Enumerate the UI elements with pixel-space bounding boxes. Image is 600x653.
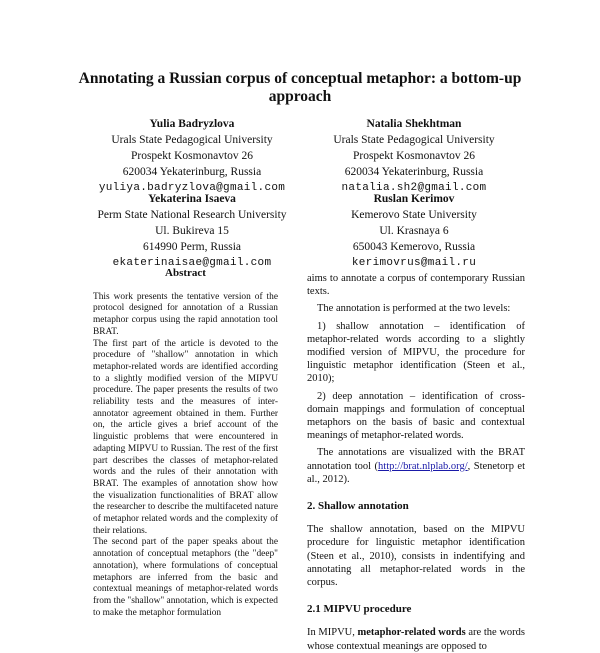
author-name: Yekaterina Isaeva — [148, 193, 236, 205]
body-paragraph — [307, 446, 525, 486]
author-org: Perm State National Research University — [97, 209, 287, 221]
text-span: The annotations are visualized with the BRAT annotation tool ( — [307, 447, 525, 472]
paper-title: Annotating a Russian corpus of conceptual metaphor: a bottom-up approach — [78, 70, 522, 105]
body-column — [307, 272, 525, 653]
author-street: Prospekt Kosmonavtov 26 — [352, 150, 476, 162]
author-name: Ruslan Kerimov — [373, 193, 455, 205]
author-name: Natalia Shekhtman — [366, 118, 462, 130]
body-paragraph — [307, 626, 525, 652]
list-item: 1) shallow annotation – identification of metaphor-related words according to a slightly modified version of MIPVU, the procedure for linguistic metaphor identification (Steen et al., 2010); — [307, 320, 525, 385]
author-city: 620034 Yekaterinburg, Russia — [344, 166, 484, 178]
text-span: are the words whose contextual meanings are opposed to — [307, 627, 525, 652]
author-email[interactable]: ekaterinaisae@gmail.com — [112, 257, 272, 269]
abstract-paragraph: The first part of the article is devoted to the procedure of "shallow" annotation in which metaphor-related words are identified according to a slightly modified version of the MIPVU procedure. The paper presents the results of two reliability tests and the measures of inter-annotator agreement obtained in them. Further on, the article gives a brief account of the linguistic problems that were encountered in adapting MIPVU to Russian. The rest of the first part describes the classes of metaphor-related words and the rules of their annotation with BRAT. The examples of annotation show how the visualization functionalities of BRAT allow the researcher to describe the multifaceted nature of metaphor related words and the complexity of their relations. — [93, 338, 278, 536]
author-org: Urals State Pedagogical University — [333, 134, 495, 146]
author-block-3 — [67, 191, 317, 271]
author-block-2 — [289, 116, 539, 196]
author-block-4 — [289, 191, 539, 271]
author-name: Yulia Badryzlova — [149, 118, 235, 130]
abstract-paragraph: The second part of the paper speaks about the annotation of conceptual metaphors (the "deep" annotation), where formulations of conceptual metaphors are inferred from the basic and contextual meanings of metaphor-related words from the "shallow" annotation, which is expected to make the metaphor formulation — [93, 537, 278, 618]
body-paragraph: The annotation is performed at the two levels: — [317, 303, 511, 315]
body-paragraph: The shallow annotation, based on the MIPVU procedure for linguistic metaphor identification (Steen et al., 2010), consists in indentifying and annotating all metaphor-related words in the corpus. — [307, 524, 525, 589]
author-email[interactable]: yuliya.badryzlova@gmail.com — [98, 182, 286, 194]
bold-term: metaphor-related words — [357, 627, 466, 639]
section-heading: 2. Shallow annotation — [307, 500, 409, 513]
author-email[interactable]: natalia.sh2@gmail.com — [341, 182, 487, 194]
author-street: Ul. Bukireva 15 — [155, 225, 229, 237]
body-paragraph: aims to annotate a corpus of contemporary Russian texts. — [307, 273, 525, 298]
abstract-heading: Abstract — [165, 267, 206, 279]
author-email[interactable]: kerimovrus@mail.ru — [351, 257, 477, 269]
list-item: 2) deep annotation – identification of cross-domain mappings and formulation of conceptual metaphors on the basis of basic and contextual meanings of metaphor-related words. — [307, 390, 525, 442]
author-org: Kemerovo State University — [351, 209, 477, 221]
author-city: 614990 Perm, Russia — [142, 241, 242, 253]
author-street: Prospekt Kosmonavtov 26 — [130, 150, 254, 162]
author-block-1 — [67, 116, 317, 196]
author-city: 620034 Yekaterinburg, Russia — [122, 166, 262, 178]
text-span: , Stenetorp et al., 2012). — [307, 460, 525, 485]
author-city: 650043 Kemerovo, Russia — [352, 241, 476, 253]
author-org: Urals State Pedagogical University — [111, 134, 273, 146]
subsection-heading: 2.1 MIPVU procedure — [307, 603, 412, 616]
brat-link[interactable]: http://brat.nlplab.org/ — [378, 460, 468, 472]
author-street: Ul. Krasnaya 6 — [379, 225, 449, 237]
abstract-paragraph: This work presents the tentative version of the protocol designed for annotation of a Russian metaphor corpus using the rapid annotation tool BRAT. — [93, 291, 278, 337]
abstract-column — [93, 268, 278, 619]
text-span: In MIPVU, — [307, 627, 358, 639]
